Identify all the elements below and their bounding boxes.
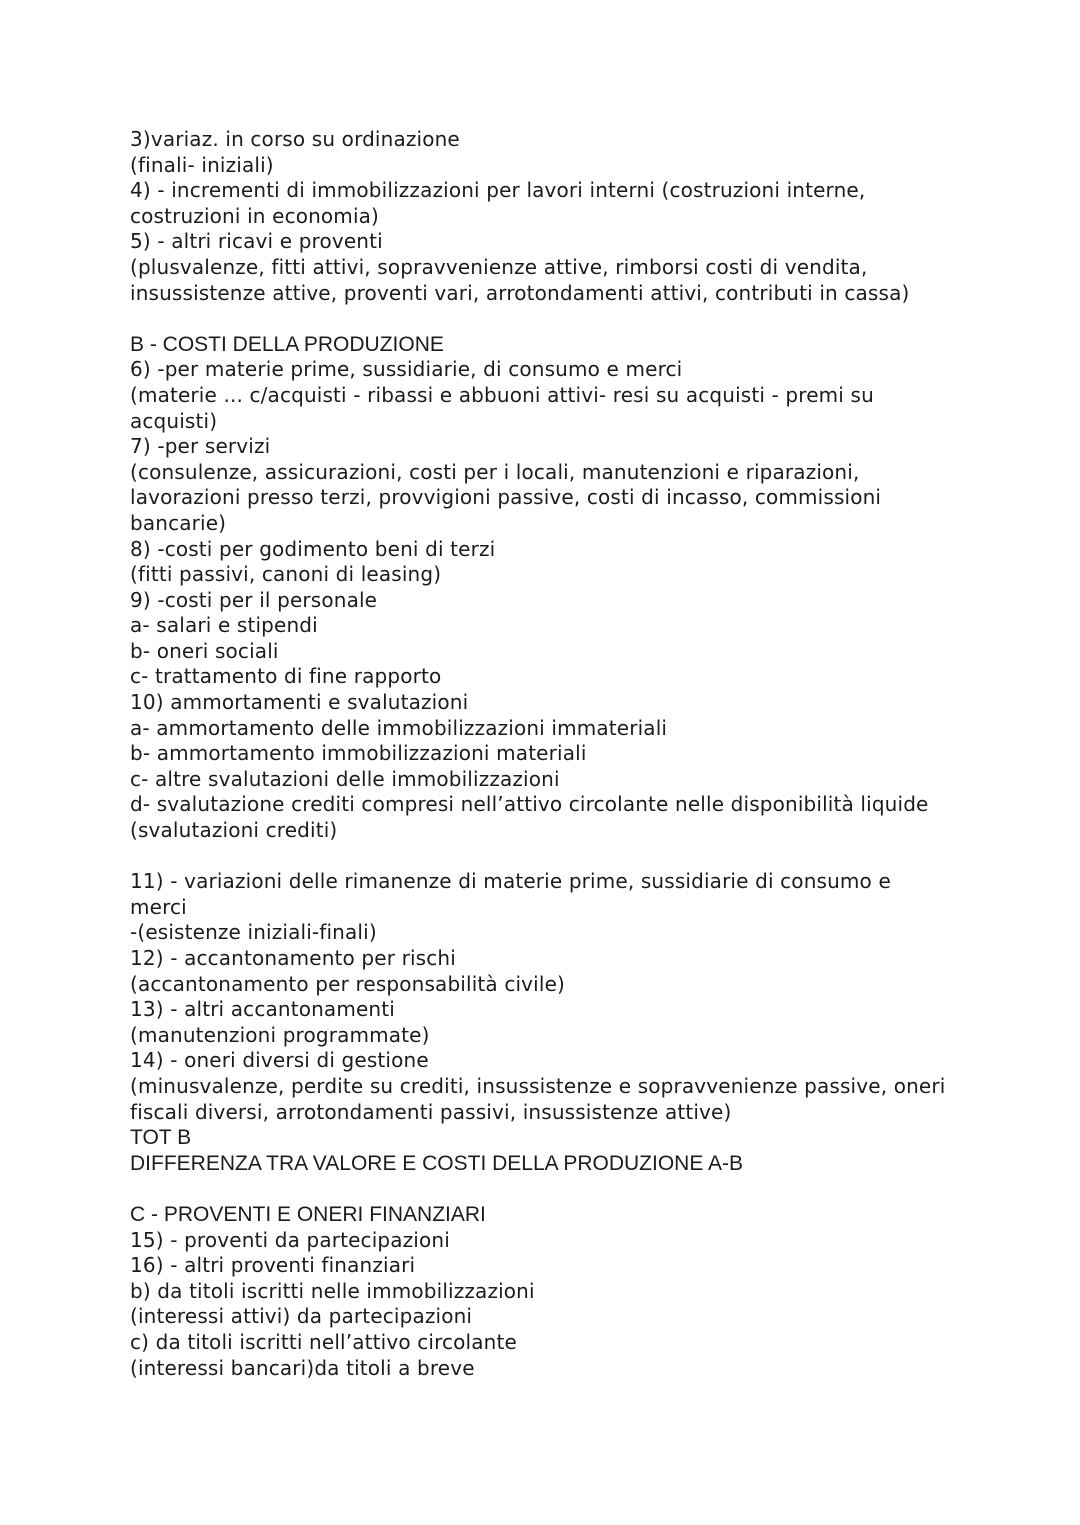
text-line: (interessi bancari)da titoli a breve [130, 1355, 475, 1380]
total-b-label: TOT B [130, 1126, 192, 1150]
text-line: 7) -per servizi [130, 434, 271, 459]
text-line: d- svalutazione crediti compresi nell’attivo circolante nelle disponibilità liquide [130, 792, 929, 817]
text-line: merci [130, 894, 187, 919]
difference-a-b-label: DIFFERENZA TRA VALORE E COSTI DELLA PRODUZIONE A-B [130, 1151, 744, 1175]
text-line: 15) - proventi da partecipazioni [130, 1227, 450, 1252]
section-b [130, 332, 1030, 844]
text-line: bancarie) [130, 510, 227, 535]
paragraph-gap [130, 1176, 1030, 1202]
text-line: 9) -costi per il personale [130, 587, 378, 612]
section-c [130, 1202, 1030, 1381]
text-line: a- ammortamento delle immobilizzazioni immateriali [130, 715, 668, 740]
text-line: (finali- iniziali) [130, 152, 274, 177]
text-line: 3)variaz. in corso su ordinazione [130, 127, 460, 151]
text-line: (materie ... c/acquisti - ribassi e abbuoni attivi- resi su acquisti - premi su [130, 382, 874, 407]
text-line: b) da titoli iscritti nelle immobilizzazioni [130, 1278, 535, 1303]
text-line: 13) - altri accantonamenti [130, 997, 395, 1022]
text-line: c- trattamento di fine rapporto [130, 664, 442, 689]
paragraph-gap [130, 844, 1030, 870]
text-line: 16) - altri proventi finanziari [130, 1253, 416, 1278]
section-heading: C - PROVENTI E ONERI FINANZIARI [130, 1202, 486, 1226]
text-line: lavorazioni presso terzi, provvigioni passive, costi di incasso, commissioni [130, 485, 882, 510]
text-line: 8) -costi per godimento beni di terzi [130, 536, 496, 561]
text-line: 6) -per materie prime, sussidiarie, di consumo e merci [130, 357, 683, 382]
text-line: (manutenzioni programmate) [130, 1022, 430, 1047]
text-line: insussistenze attive, proventi vari, arrotondamenti attivi, contributi in cassa) [130, 280, 910, 305]
text-line: 12) - accantonamento per rischi [130, 946, 456, 970]
text-line: c) da titoli iscritti nell’attivo circolante [130, 1329, 517, 1354]
text-line: 11) - variazioni delle rimanenze di materie prime, sussidiarie di consumo e [130, 869, 891, 894]
text-line: fiscali diversi, arrotondamenti passivi, insussistenze attive) [130, 1099, 732, 1124]
text-line: costruzioni in economia) [130, 203, 380, 228]
text-line: 4) - incrementi di immobilizzazioni per lavori interni (costruzioni interne, [130, 178, 866, 203]
text-line: (fitti passivi, canoni di leasing) [130, 562, 442, 587]
text-line: 10) ammortamenti e svalutazioni [130, 690, 469, 715]
text-line: (plusvalenze, fitti attivi, sopravvenienze attive, rimborsi costi di vendita, [130, 254, 868, 279]
text-line: a- salari e stipendi [130, 613, 318, 638]
text-line: 14) - oneri diversi di gestione [130, 1048, 429, 1073]
text-line: (interessi attivi) da partecipazioni [130, 1304, 473, 1329]
section-a-continuation [130, 127, 1030, 306]
text-line: 5) - altri ricavi e proventi [130, 229, 383, 254]
text-line: acquisti) [130, 408, 218, 433]
paragraph-gap [130, 306, 1030, 332]
text-line: -(esistenze iniziali-finali) [130, 920, 377, 945]
document-page [130, 127, 1030, 1381]
text-line: (minusvalenze, perdite su crediti, insussistenze e sopravvenienze passive, oneri [130, 1073, 946, 1098]
section-b-continuation [130, 869, 1030, 1176]
text-line: (svalutazioni crediti) [130, 818, 338, 843]
text-line: b- oneri sociali [130, 638, 279, 663]
text-line: c- altre svalutazioni delle immobilizzazioni [130, 766, 560, 791]
section-heading: B - COSTI DELLA PRODUZIONE [130, 332, 444, 356]
text-line: (consulenze, assicurazioni, costi per i locali, manutenzioni e riparazioni, [130, 459, 860, 484]
text-line: (accantonamento per responsabilità civile) [130, 971, 565, 996]
text-line: b- ammortamento immobilizzazioni materiali [130, 741, 587, 766]
